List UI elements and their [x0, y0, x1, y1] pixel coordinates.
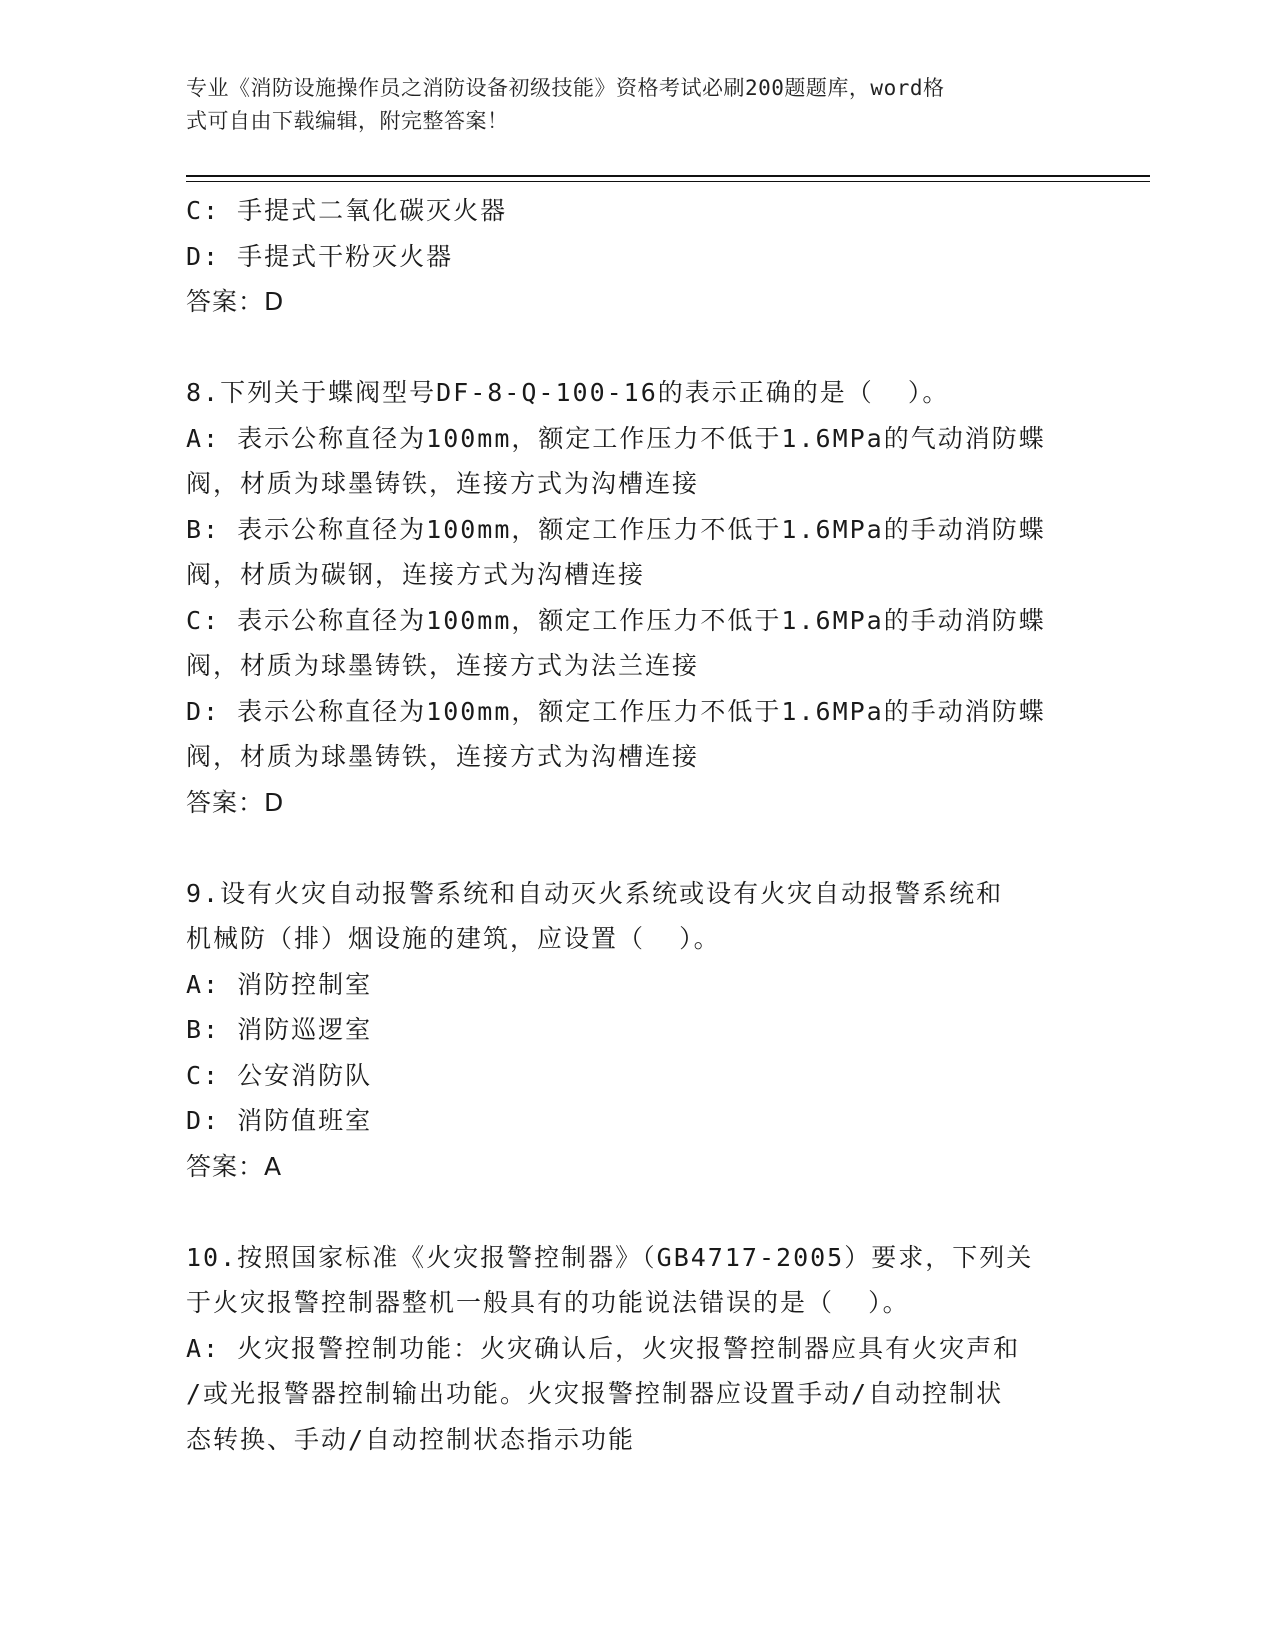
header-divider-thick [186, 175, 1150, 177]
option-c-line-2: 阀，材质为球墨铸铁，连接方式为法兰连接 [186, 651, 700, 680]
option-d: D: 手提式干粉灭火器 [186, 241, 454, 271]
option-a-line-1: A: 表示公称直径为100mm，额定工作压力不低于1.6MPa的气动消防蝶 [186, 423, 1046, 453]
spacer [186, 825, 1086, 871]
question-7-tail [186, 188, 1086, 325]
option-a-line-3: 态转换、手动/自动控制状态指示功能 [186, 1424, 636, 1454]
answer: 答案：D [186, 287, 285, 316]
question-10 [186, 1235, 1086, 1463]
answer: 答案：D [186, 787, 285, 817]
option-c-line-1: C: 表示公称直径为100mm，额定工作压力不低于1.6MPa的手动消防蝶 [186, 605, 1046, 635]
question-stem-line-2: 机械防（排）烟设施的建筑，应设置（ ）。 [186, 924, 721, 953]
option-c: C: 公安消防队 [186, 1060, 373, 1090]
question-stem-line-1: 9.设有火灾自动报警系统和自动灭火系统或设有火灾自动报警系统和 [186, 878, 1004, 908]
header-line-1: 专业《消防设施操作员之消防设备初级技能》资格考试必刷200题题库，word格 [186, 76, 945, 100]
page-header [186, 72, 1066, 138]
question-8 [186, 370, 1086, 825]
option-b-line-1: B: 表示公称直径为100mm，额定工作压力不低于1.6MPa的手动消防蝶 [186, 514, 1046, 544]
question-stem-line-1: 10.按照国家标准《火灾报警控制器》（GB4717-2005）要求，下列关 [186, 1242, 1034, 1272]
option-a-line-1: A: 火灾报警控制功能：火灾确认后，火灾报警控制器应具有火灾声和 [186, 1333, 1021, 1363]
question-9 [186, 871, 1086, 1190]
option-d-line-2: 阀，材质为球墨铸铁，连接方式为沟槽连接 [186, 742, 700, 771]
option-b-line-2: 阀，材质为碳钢，连接方式为沟槽连接 [186, 560, 646, 589]
option-d: D: 消防值班室 [186, 1106, 373, 1135]
question-content [186, 188, 1086, 1462]
spacer [186, 1189, 1086, 1235]
option-a-line-2: /或光报警器控制输出功能。火灾报警控制器应设置手动/自动控制状 [186, 1379, 1004, 1408]
option-c: C: 手提式二氧化碳灭火器 [186, 196, 508, 225]
option-b: B: 消防巡逻室 [186, 1015, 373, 1044]
option-d-line-1: D: 表示公称直径为100mm，额定工作压力不低于1.6MPa的手动消防蝶 [186, 696, 1046, 726]
question-stem-line-2: 于火灾报警控制器整机一般具有的功能说法错误的是（ ）。 [186, 1288, 910, 1317]
header-divider-thin [186, 181, 1150, 182]
option-a-line-2: 阀，材质为球墨铸铁，连接方式为沟槽连接 [186, 469, 700, 498]
answer: 答案：A [186, 1151, 283, 1181]
question-stem: 8.下列关于蝶阀型号DF-8-Q-100-16的表示正确的是（ ）。 [186, 378, 950, 407]
spacer [186, 325, 1086, 371]
option-a: A: 消防控制室 [186, 969, 373, 999]
header-line-2: 式可自由下载编辑，附完整答案！ [186, 109, 509, 133]
